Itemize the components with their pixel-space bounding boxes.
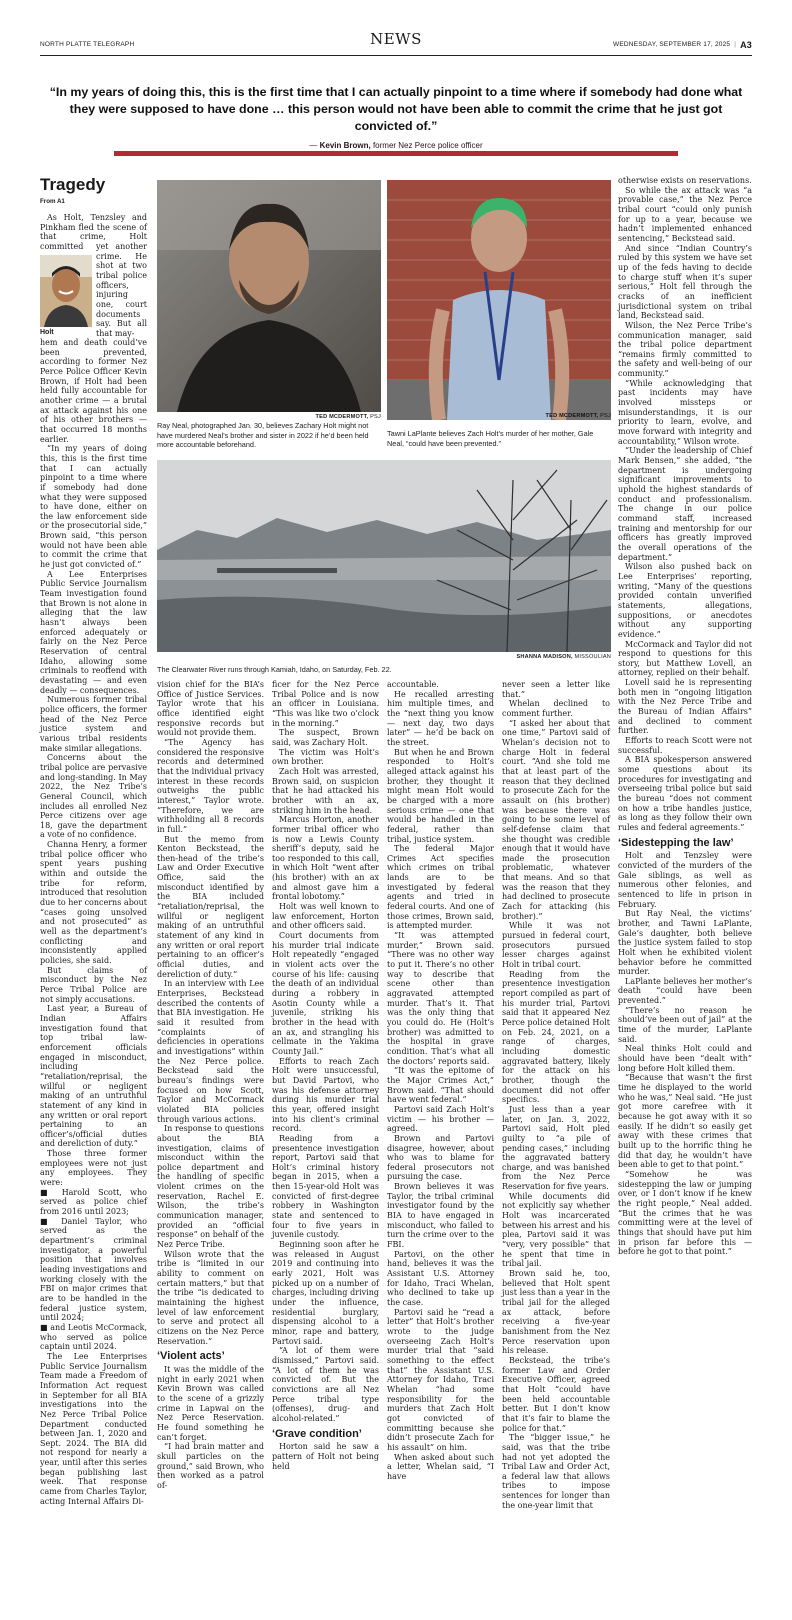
photo-2-caption: Tawni LaPlante believes Zach Holt’s murder of her mother, Gale Neal, “could have been prevented.” [387,429,594,448]
paragraph: vision chief for the BIA’s Office of Justice Services. Taylor wrote that his office identified eight responsive records but would not provide them. [157,680,264,738]
paragraph: A Lee Enterprises Public Service Journalism Team investigation found that Brown is not alone in alleging that the law hasn’t always been enforced adequately or fairly on the Nez Perce Reservation of central Idaho, allowing some criminals to reoffend with devastating — and even deadly — consequences. [40,569,147,695]
paragraph: accountable. [387,680,439,689]
paragraph: “In my years of doing this, this is the first time that I can actually pinpoint to a time where if somebody had done what they were supposed to have done, either on the law enforcement side or the prosecutorial side,” Brown said, “this person would not have been able to commit the crime that he just got convicted of.” [40,444,147,570]
paragraph: Efforts to reach Scott were not successful. [618,736,752,755]
paragraph: The federal Major Crimes Act specifies which crimes on tribal lands are to be investigated by federal agents and tried in federal courts. And one of those crimes, Brown said, is attempted murder. [387,844,494,931]
page-number: A3 [740,39,752,50]
paragraph: Just less than a year later, on Jan. 3, 2022, Partovi said, Holt pled guilty to “a pile of pending cases,” including the aggravated battery charge, and was banished from the Nez Perce Reservation for five years. [502,1104,610,1192]
paragraph: yet another crime. He shot at two tribal police officers, injuring one, court documents say. But all that may- [96,242,147,338]
photo-3-credit [157,654,611,660]
issue-date: WEDNESDAY, SEPTEMBER 17, 2025 [613,41,731,48]
column-1 [40,338,147,1506]
paragraph: Brown said he, too, believed that Holt spent just less than a year in the tribal jail for the alleged ax attack, before receiving a five-year banishment from the Nez Perce reservation upon his release. [502,1269,610,1356]
photo-2-credit [387,413,611,419]
paragraph: “A lot of them were dismissed,” Partovi said. “A lot of them he was convicted of. But the convictions are all Nez Perce tribal type (offenses), drug- and alcohol-related.” [272,1346,379,1423]
red-divider [114,151,678,156]
paragraph: ficer for the Nez Perce Tribal Police and is now an officer in Louisiana. “This was like two o’clock in the morning.” [272,680,379,728]
paragraph: Court documents from his murder trial indicate Holt repeatedly “engaged in violent acts over the course of his life: causing the death of an individual during a robbery in Asotin County while a juvenile, striking his brother in the head with an ax, and strangling his cellmate in the Yakima County Jail.” [272,931,379,1056]
paragraph: The suspect, Brown said, was Zachary Holt. [272,728,379,747]
column-1-wrap-side [96,242,147,339]
paragraph: LaPlante believes her mother’s death “could have been prevented.” [618,976,752,1006]
photo-clearwater-river [157,460,611,652]
paragraph: “Somehow he was sidestepping the law or jumping over, or I don’t know if he knew the right people,” Neal added. “But the crimes that he was committing were at the level of things that should have put him in prison far before this — before he got to that point.” [618,1169,752,1257]
list-item: ■ Daniel Taylor, who served as the department’s criminal investigator, a powerful position that involves leading investigations and working closely with the FBI on major crimes that are to be handled in the federal justice system, until 2024; [40,1216,147,1323]
paragraph: Channa Henry, a former tribal police officer who spent years pushing within and outside the tribe for reform, introduced that resolution due to her concerns about “cases going unsolved and not prosecuted” as well as the department’s conflicting and inconsistently applied policies, she said. [40,840,147,965]
attribution-role: former Nez Perce police officer [370,141,483,150]
date-and-page: WEDNESDAY, SEPTEMBER 17, 2025 | A3 [613,39,752,50]
paragraph: While documents did not explicitly say whether Holt was incarcerated between his arrest and his plea, Partovi said it was “very, very possible” that he spent that time in tribal jail. [502,1191,610,1269]
mugshot-caption: Holt [40,329,54,336]
headline: Tragedy [40,175,106,194]
paragraph: In response to questions about the BIA investigation, claims of misconduct within the police department and the handling of specific violent crimes on the reservation, Rachel E. Wilson, the tribe’s communication manager, provided an “official response” on behalf of the Nez Perce Tribe. [157,1124,264,1250]
paragraph: Lovell said he is representing both men in “ongoing litigation with the Nez Perce Tribe and the Bureau of Indian Affairs” and declined to comment further. [618,678,752,736]
paragraph: In an interview with Lee Enterprises, Beckstead described the contents of that BIA investigation. He said it resulted from “complaints of deficiencies in operations and investigations” within the Nez Perce police. Beckstead said the bureau’s findings were focused on how Scott, Taylor and McCormack violated BIA policies through various actions. [157,979,264,1124]
column-4 [387,680,494,1481]
paragraph: Holt was well known to law enforcement, Horton and other officers said. [272,902,379,931]
paragraph: “While acknowledging that past incidents may have involved missteps or misunderstandings, it is our priority to learn, evolve, and move forward with integrity and accountability,” Wilson wrote. [618,378,752,446]
paragraph: Whelan declined to comment further. [502,699,610,718]
paragraph: While it was not pursued in federal court, prosecutors pursued lesser charges against Holt in tribal court. [502,921,610,970]
section-title: NEWS [370,30,422,48]
paragraph: Last year, a Bureau of Indian Affairs investigation found that top tribal law-enforcement officials engaged in misconduct, including “retaliation/reprisal, the willful or negligent making of an untruthful statement of any kind in any written or oral report pertaining to an officer’s/official duties and dereliction of duty.” [40,1004,147,1149]
jump-line: From A1 [40,198,65,205]
holt-mugshot [40,255,92,327]
paragraph: never seen a letter like that.” [502,680,610,699]
paper-name: NORTH PLATTE TELEGRAPH [40,41,135,48]
paragraph: “I asked her about that one time,” Partovi said of Whelan’s decision not to charge Holt in federal court. “And she told me that at least part of the reason that they declined to prosecute Zach for the assault on (his brother) was because there was going to be some level of self-defense claim that she thought was credible enough that it would have made the prosecution problematic, whatever that means. And so that was the reason that they had declined to prosecute Zach for attacking (his brother).” [502,718,610,921]
paragraph: And since “Indian Country’s ruled by this system we have set up of the feds having to decide to charge stuff when it’s super serious,” Holt fell through the cracks of an inefficient jurisdictional system on tribal land, Beckstead said. [618,243,752,321]
pull-quote [40,84,752,150]
paragraph: Numerous former tribal police officers, the former head of the Nez Perce justice system and various tribal residents make similar allegations. [40,695,147,753]
list-item: ■ Harold Scott, who served as police chief from 2016 until 2023; [40,1187,147,1217]
paragraph: McCormack and Taylor did not respond to questions for this story, but Matthew Lovell, an attorney, replied on their behalf. [618,639,752,678]
paragraph: Brown believes it was Taylor, the tribal criminal investigator found by the BIA to have engaged in misconduct, who failed to turn the crime over to the FBI. [387,1182,494,1250]
paragraph: Beckstead, the tribe’s former Law and Order Executive Officer, agreed that Holt “could have been held accountable better. But I don’t know that it’s fair to blame the police for that.” [502,1355,610,1433]
subhead-violent-acts: ‘Violent acts’ [157,1350,225,1363]
photo-1-caption: Ray Neal, photographed Jan. 30, believes Zachary Holt might not have murdered Neal’s brother and sister in 2022 if he’d been held more accountable beforehand. [157,421,369,449]
masthead [40,30,752,56]
paragraph: Those three former employees were not just any employees. They were: [40,1149,147,1188]
paragraph: Wilson, the Nez Perce Tribe’s communication manager, said the tribal police department “remains firmly committed to the safety and well-being of our community.” [618,320,752,379]
paragraph: “I had brain matter and skull particles on the ground,” said Brown, who then worked as a patrol of- [157,1442,264,1490]
credit-name: SHANNA MADISON, [516,654,573,660]
credit-org: MISSOULIAN [572,654,611,660]
paragraph: Partovi, on the other hand, believes it was the Assistant U.S. Attorney for Idaho, Traci Whelan, who declined to take up the case. [387,1249,494,1307]
paragraph: The victim was Holt’s own brother. [272,747,379,767]
paragraph: Partovi said he “read a letter” that Holt’s brother wrote to the judge overseeing Zach Holt’s murder trial that “said something to the effect that” the Assistant U.S. Attorney for Idaho, Traci Whelan “had some responsibility for the murders that Zach Holt got convicted of committing because she didn’t prosecute Zach for his assault” on him. [387,1307,494,1452]
paragraph: But when he and Brown responded to Holt’s alleged attack against his brother, they thought it might mean Holt would be charged with a more serious crime — one that would be handled in the federal, rather than tribal, justice system. [387,747,494,844]
paragraph: Marcus Horton, another former tribal officer who is now a Lewis County sheriff’s deputy, said he too responded to this call, in which Holt “went after (his brother) with an ax and almost gave him a frontal lobotomy.” [272,815,379,902]
paragraph: The Lee Enterprises Public Service Journalism Team made a Freedom of Information Act request in September for all BIA investigations into the Nez Perce Tribal Police Department conducted between Jan. 1, 2020 and Sept. 2024. The BIA did not respond for nearly a year, until after this series began publishing last week. That response came from Charles Taylor, acting Internal Affairs Di- [40,1351,147,1506]
paragraph: Wilson wrote that the tribe is “limited in our ability to comment on certain matters,” but that the tribe “is dedicated to maintaining the highest level of law enforcement to serve and protect all citizens on the Nez Perce Reservation.” [157,1249,264,1346]
attribution-dash: — [309,141,320,150]
paragraph: Neal thinks Holt could and should have been “dealt with” long before Holt killed them. [618,1044,752,1073]
photo-1-credit [157,414,381,420]
paragraph: “There’s no reason he should’ve been out of jail” at the time of the murder, LaPlante said. [618,1005,752,1044]
paragraph: “It was attempted murder,” Brown said. “There was no other way to put it. There’s no other way to describe that scene other than aggravated attempted murder. That’s it. That was the only thing that you could do. He (Holt’s brother) was admitted to the hospital in grave condition. That’s what all the doctors’ reports said. [387,931,494,1066]
photo-ray-neal [157,180,381,412]
pull-quote-text: “In my years of doing this, this is the first time that I can actually pinpoint to a time where if somebody had done what they were supposed to have done … this person would not have been able to commit the crime that he just got convicted of.” [49,85,743,133]
paragraph: Zach Holt was arrested, Brown said, on suspicion that he had attacked his brother with an ax, striking him in the head. [272,766,379,815]
paragraph: But claims of misconduct by the Nez Perce Tribal Police are not simply accusations. [40,965,147,1004]
paragraph: A BIA spokesperson answered some questions about its procedures for investigating and overseeing tribal police but said the bureau “does not comment on how a tribe handles justice, as long as they follow their own rules and federal agreements.” [618,755,752,832]
paragraph: When asked about such a letter, Whelan said, “I have [387,1452,494,1481]
paragraph: The “bigger issue,” he said, was that the tribe had not yet adopted the Tribal Law and Order Act, a federal law that allows tribes to impose sentences for longer than the one-year limit that [502,1433,610,1510]
subhead-grave-condition: ‘Grave condition’ [272,1427,362,1440]
credit-org: PSJ [598,413,611,419]
list-item: ■ and Leotis McCormack, who served as police captain until 2024. [40,1322,147,1352]
paragraph: Efforts to reach Zach Holt were unsuccessful, but David Partovi, who was his defense attorney during his murder trial this year, offered insight into his client’s criminal record. [272,1056,379,1134]
paragraph: But the memo from Kenton Beckstead, the then-head of the tribe’s Law and Order Executive Office, said the misconduct identified by the BIA included “retaliation/reprisal, the willful or negligent making of an untruthful statement of any kind in any written or oral report pertaining to an officer’s official duties, and dereliction of duty.” [157,834,264,979]
paragraph: hem and death could’ve been prevented, according to former Nez Perce Police Officer Kevin Brown, if Holt had been held fully accountable for another crime — a brutal ax attack against his one of his other brothers — that occurred 18 months earlier. [40,338,147,444]
paragraph: Concerns about the tribal police are pervasive and long-standing. In May 2022, the Nez Tribe’s General Council, which includes all enrolled Nez Perce citizens over age 18, gave the department a vote of no confidence. [40,753,147,840]
paragraph: otherwise exists on reservations. [618,176,752,185]
photo-tawni-laplante [387,180,611,420]
paragraph: It was the middle of the night in early 2021 when Kevin Brown was called to the scene of a grizzly crime in Lapwai on the Nez Perce Reservation. He found something he can’t forget. [157,1364,264,1442]
column-6 [618,176,752,1257]
credit-org: PSJ [368,414,381,420]
paragraph: “It was the epitome of the Major Crimes Act,” Brown said. “That should have went federal.” [387,1066,494,1105]
paragraph: He recalled arresting him multiple times, and the “next thing you know — next day, two days later” — he’d be back on the street. [387,689,494,747]
credit-name: TED MCDERMOTT, [315,414,369,420]
paragraph: Horton said he saw a pattern of Holt not being held [272,1442,379,1471]
attribution-name: Kevin Brown, [319,141,371,150]
paragraph: Partovi said Zach Holt’s victim — his brother — agreed. [387,1104,494,1134]
paragraph: But Ray Neal, the victims’ brother, and Tawni LaPlante, Gale’s daughter, both believe the justice system failed to stop Holt when he exhibited violent behavior before he committed murder. [618,909,752,977]
subhead-sidestepping-the-law: ‘Sidestepping the law’ [618,836,734,849]
paragraph: Brown and Partovi disagree, however, about who was to blame for federal prosecutors not pursuing the case. [387,1133,494,1182]
paragraph: Reading from a presentence investigation report, Partovi said that Holt’s criminal history began in 2015, when a then 15-year-old Holt was convicted of first-degree robbery in Washington state and sentenced to four to five years in juvenile custody. [272,1133,379,1240]
paragraph: “The Agency has considered the responsive records and determined that the individual privacy interest in these records outweighs the public interest,” Taylor wrote. “Therefore, we are withholding all 8 records in full.” [157,737,264,834]
credit-name: TED MCDERMOTT, [545,413,599,419]
paragraph: Wilson also pushed back on Lee Enterprises’ reporting, writing, “Many of the questions provided contain unverified statements, allegations, suppositions, or anecdotes without any supporting evidence.” [618,562,752,639]
paragraph: So while the ax attack was “a provable case,” the Nez Perce tribal court “could only punish for up to a year, because we hadn’t implemented enhanced sentencing,” Beckstead said. [618,185,752,243]
column-2 [157,680,264,1490]
photo-3-caption: The Clearwater River runs through Kamiah, Idaho, on Saturday, Feb. 22. [157,665,392,674]
paragraph: Holt and Tenzsley were convicted of the murders of the Gale siblings, as well as numerous other felonies, and sentenced to life in prison in February. [618,851,752,909]
paragraph: “Because that wasn’t the first time he displayed to the world who he was,” Neal said. “He just got more carefree with it because he got away with it so easily. If he didn’t so easily get away with these crimes that built up to the horrific thing he did that day, he wouldn’t have been able to get to that point.” [618,1073,752,1170]
paragraph: Beginning soon after he was released in August 2019 and continuing into early 2021, Holt was picked up on a number of charges, including driving under the influence, residential burglary, dispensing alcohol to a minor, rape and battery, Partovi said. [272,1240,379,1346]
pull-quote-attribution [40,141,752,150]
paragraph: As Holt, Tenzsley and Pinkham fled the scene of that crime, Holt committed [40,213,147,251]
paragraph: “Under the leadership of Chief Mark Bensen,” she added, “the department is undergoing significant improvements to uphold the highest standards of conduct and professionalism. The change in our police command staff, increased training and mentorship for our officers has greatly improved the overall operations of the department.” [618,446,752,562]
column-5 [502,680,610,1510]
column-3 [272,680,379,1471]
paragraph: Reading from the presentence investigation report compiled as part of his murder trial, Partovi said that it appeared Nez Perce police detained Holt on Feb. 24, 2021, on a range of charges, including domestic aggravated battery, likely for the attack on his brother, though the document did not offer specifics. [502,969,610,1105]
